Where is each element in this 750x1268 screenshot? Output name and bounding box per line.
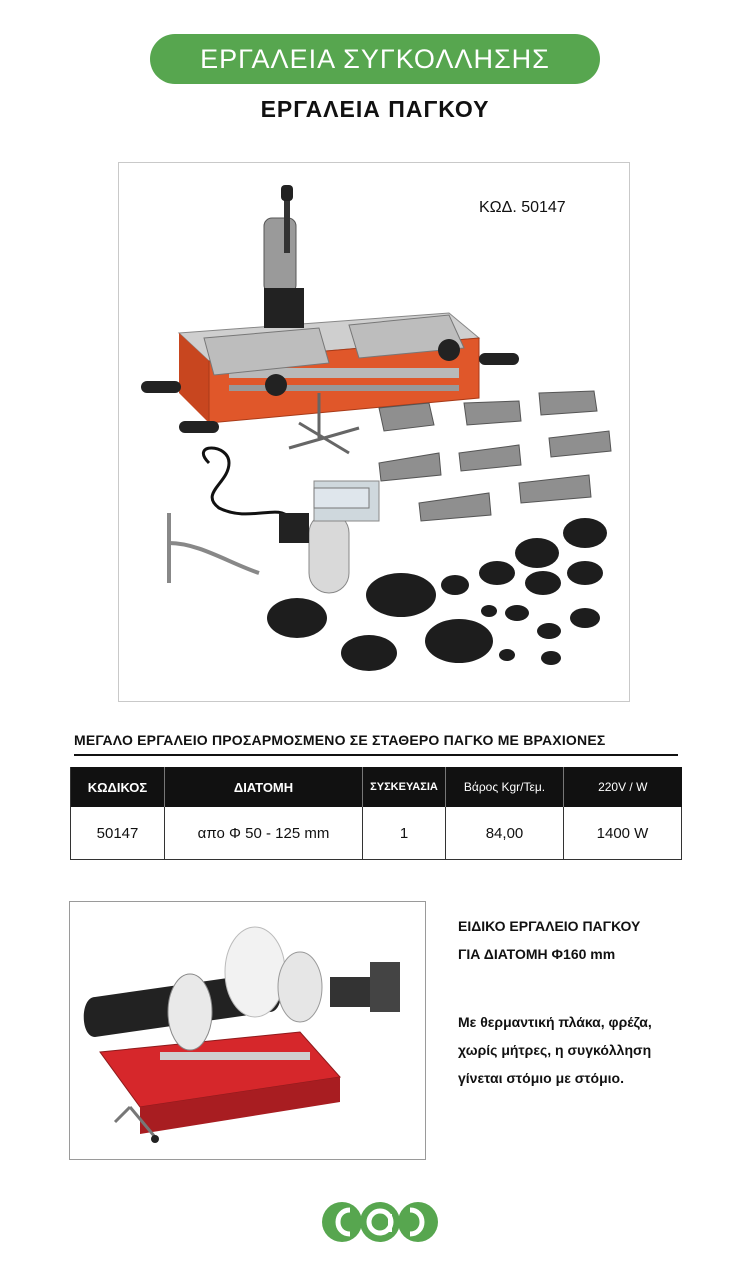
page-banner <box>150 34 600 84</box>
header-packaging: ΣΥΣΚΕΥΑΣΙΑ <box>363 767 446 807</box>
cell-power: 1400 W <box>564 807 682 860</box>
spec-table <box>70 767 682 860</box>
cal-logo-icon <box>320 1200 440 1249</box>
header-weight: Βάρος Kgr/Τεμ. <box>446 767 564 807</box>
header-power: 220V / W <box>564 767 682 807</box>
special-tool-title-line1: ΕΙΔΙΚΟ ΕΡΓΑΛΕΙΟ ΠΑΓΚΟΥ <box>458 918 641 934</box>
product-description: ΜΕΓΑΛΟ ΕΡΓΑΛΕΙΟ ΠΡΟΣΑΡΜΟΣΜΕΝΟ ΣΕ ΣΤΑΘΕΡΟ ΠΑΓΚΟ ΜΕ ΒΡΑΧΙΟΝΕΣ <box>74 732 678 756</box>
cell-weight: 84,00 <box>446 807 564 860</box>
bench-welding-tool-illustration <box>119 163 629 701</box>
page-subtitle: ΕΡΓΑΛΕΙΑ ΠΑΓΚΟΥ <box>260 96 490 122</box>
cell-cross-section: απο Φ 50 - 125 mm <box>165 807 363 860</box>
special-tool-text <box>458 912 728 1092</box>
product-photo-bench-tool <box>118 162 630 702</box>
special-tool-title-line2: ΓΙΑ ΔΙΑΤΟΜΗ Φ160 mm <box>458 946 616 962</box>
product-code-label: ΚΩΔ. 50147 <box>479 199 566 216</box>
product-photo-special-tool <box>69 901 426 1160</box>
special-tool-desc-line1: Με θερμαντική πλάκα, φρέζα, <box>458 1014 652 1030</box>
spec-table-header-row <box>71 767 682 807</box>
header-cross-section: ΔΙΑΤΟΜΗ <box>165 767 363 807</box>
header-code: ΚΩΔΙΚΟΣ <box>71 767 165 807</box>
cell-packaging: 1 <box>363 807 446 860</box>
special-tool-desc-line2: χωρίς μήτρες, η συγκόλληση <box>458 1042 652 1058</box>
banner-title: ΕΡΓΑΛΕΙΑ ΣΥΓΚΟΛΛΗΣΗΣ <box>200 43 550 74</box>
cell-code: 50147 <box>71 807 165 860</box>
table-row <box>71 807 682 860</box>
special-bench-tool-illustration <box>70 902 425 1159</box>
special-tool-desc-line3: γίνεται στόμιο με στόμιο. <box>458 1070 624 1086</box>
